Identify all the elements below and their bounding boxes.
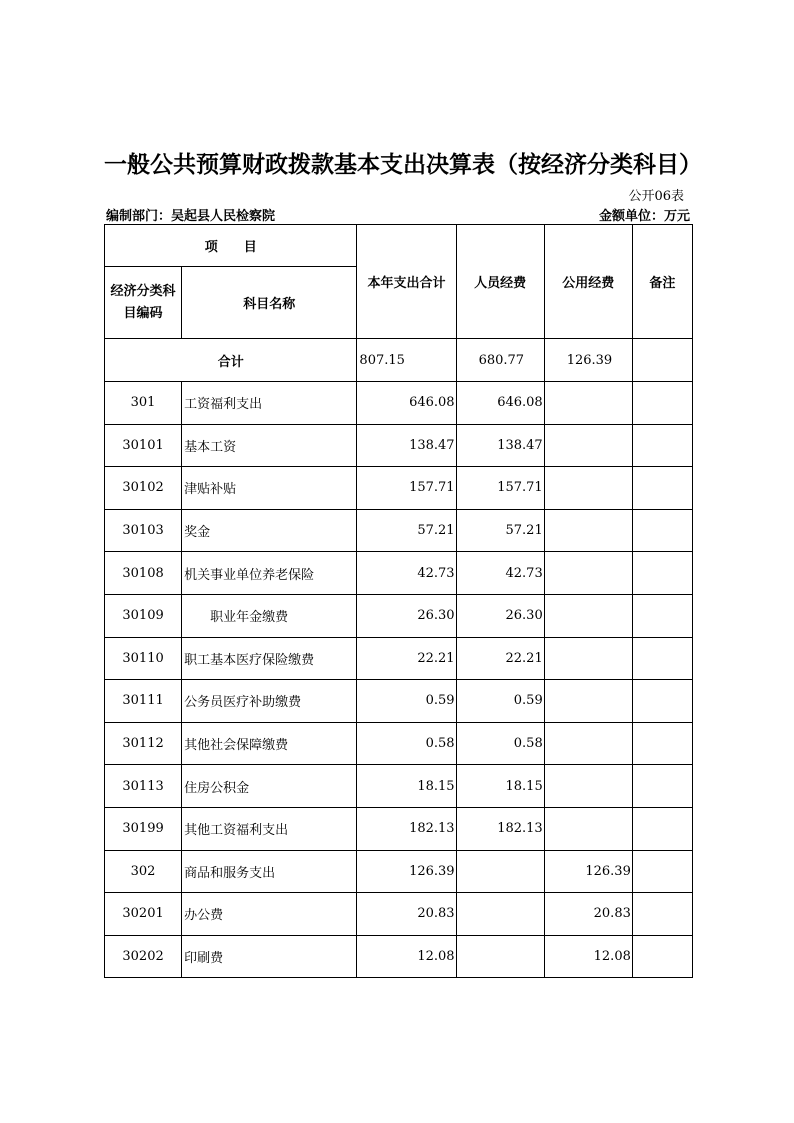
header-item: 项 目 <box>105 225 357 267</box>
row-public <box>544 765 632 808</box>
total-remark <box>632 339 692 382</box>
row-public <box>544 594 632 637</box>
header-public: 公用经费 <box>544 225 632 339</box>
row-total: 42.73 <box>357 552 456 595</box>
table-row <box>105 594 693 637</box>
row-total: 126.39 <box>357 850 456 893</box>
row-code: 30108 <box>105 552 182 595</box>
row-name: 其他社会保障缴费 <box>182 722 357 765</box>
row-total: 0.59 <box>357 680 456 723</box>
table-row <box>105 935 693 978</box>
row-remark <box>632 467 692 510</box>
table-row <box>105 850 693 893</box>
row-code: 30102 <box>105 467 182 510</box>
compiling-department: 编制部门：吴起县人民检察院 <box>106 209 276 224</box>
row-name: 住房公积金 <box>182 765 357 808</box>
row-total: 12.08 <box>357 935 456 978</box>
table-row <box>105 467 693 510</box>
row-personnel <box>456 893 544 936</box>
table-row <box>105 424 693 467</box>
row-remark <box>632 424 692 467</box>
table-row <box>105 637 693 680</box>
row-name: 商品和服务支出 <box>182 850 357 893</box>
row-remark <box>632 722 692 765</box>
total-row <box>105 339 693 382</box>
row-code: 30201 <box>105 893 182 936</box>
row-name: 其他工资福利支出 <box>182 807 357 850</box>
row-total: 18.15 <box>357 765 456 808</box>
row-code: 30110 <box>105 637 182 680</box>
row-name: 职业年金缴费 <box>182 594 357 637</box>
row-code: 30113 <box>105 765 182 808</box>
row-name: 奖金 <box>182 509 357 552</box>
row-total: 20.83 <box>357 893 456 936</box>
row-code: 30202 <box>105 935 182 978</box>
row-name: 公务员医疗补助缴费 <box>182 680 357 723</box>
row-code: 30111 <box>105 680 182 723</box>
row-public <box>544 807 632 850</box>
row-name: 工资福利支出 <box>182 382 357 425</box>
row-personnel: 138.47 <box>456 424 544 467</box>
row-personnel: 22.21 <box>456 637 544 680</box>
row-remark <box>632 594 692 637</box>
row-public: 126.39 <box>544 850 632 893</box>
row-total: 646.08 <box>357 382 456 425</box>
header-personnel: 人员经费 <box>456 225 544 339</box>
header-row-1 <box>105 225 693 267</box>
total-label: 合计 <box>105 339 357 382</box>
row-public <box>544 467 632 510</box>
row-remark <box>632 807 692 850</box>
row-remark <box>632 637 692 680</box>
row-total: 157.71 <box>357 467 456 510</box>
header-remark: 备注 <box>632 225 692 339</box>
row-code: 302 <box>105 850 182 893</box>
row-public <box>544 509 632 552</box>
row-name: 津贴补贴 <box>182 467 357 510</box>
header-code: 经济分类科目编码 <box>105 267 182 339</box>
row-code: 30103 <box>105 509 182 552</box>
row-name: 印刷费 <box>182 935 357 978</box>
expenditure-table <box>104 224 693 978</box>
row-public <box>544 552 632 595</box>
row-remark <box>632 935 692 978</box>
form-number: 公开06表 <box>628 189 684 204</box>
row-public <box>544 722 632 765</box>
row-personnel: 42.73 <box>456 552 544 595</box>
row-total: 182.13 <box>357 807 456 850</box>
row-personnel: 0.59 <box>456 680 544 723</box>
row-personnel <box>456 935 544 978</box>
row-personnel: 157.71 <box>456 467 544 510</box>
row-name: 机关事业单位养老保险 <box>182 552 357 595</box>
row-public: 12.08 <box>544 935 632 978</box>
row-personnel: 646.08 <box>456 382 544 425</box>
table-row <box>105 509 693 552</box>
table-row <box>105 680 693 723</box>
row-personnel <box>456 850 544 893</box>
total-amount: 807.15 <box>357 339 456 382</box>
row-public: 20.83 <box>544 893 632 936</box>
row-code: 30109 <box>105 594 182 637</box>
row-remark <box>632 509 692 552</box>
total-public: 126.39 <box>544 339 632 382</box>
row-remark <box>632 893 692 936</box>
row-total: 138.47 <box>357 424 456 467</box>
total-personnel: 680.77 <box>456 339 544 382</box>
row-remark <box>632 850 692 893</box>
row-personnel: 182.13 <box>456 807 544 850</box>
header-name: 科目名称 <box>182 267 357 339</box>
row-total: 0.58 <box>357 722 456 765</box>
row-total: 26.30 <box>357 594 456 637</box>
table-row <box>105 382 693 425</box>
row-personnel: 0.58 <box>456 722 544 765</box>
row-total: 57.21 <box>357 509 456 552</box>
row-remark <box>632 382 692 425</box>
row-personnel: 26.30 <box>456 594 544 637</box>
row-public <box>544 637 632 680</box>
row-remark <box>632 765 692 808</box>
row-name: 基本工资 <box>182 424 357 467</box>
row-personnel: 57.21 <box>456 509 544 552</box>
row-code: 30101 <box>105 424 182 467</box>
row-remark <box>632 680 692 723</box>
table-row <box>105 807 693 850</box>
row-public <box>544 382 632 425</box>
row-public <box>544 680 632 723</box>
row-total: 22.21 <box>357 637 456 680</box>
page-title: 一般公共预算财政拨款基本支出决算表（按经济分类科目） <box>104 152 702 178</box>
row-public <box>544 424 632 467</box>
table-row <box>105 552 693 595</box>
row-code: 30112 <box>105 722 182 765</box>
row-personnel: 18.15 <box>456 765 544 808</box>
header-total: 本年支出合计 <box>357 225 456 339</box>
table-row <box>105 893 693 936</box>
row-name: 职工基本医疗保险缴费 <box>182 637 357 680</box>
amount-unit: 金额单位：万元 <box>598 209 690 224</box>
row-name: 办公费 <box>182 893 357 936</box>
row-code: 30199 <box>105 807 182 850</box>
row-remark <box>632 552 692 595</box>
row-code: 301 <box>105 382 182 425</box>
table-row <box>105 722 693 765</box>
table-row <box>105 765 693 808</box>
